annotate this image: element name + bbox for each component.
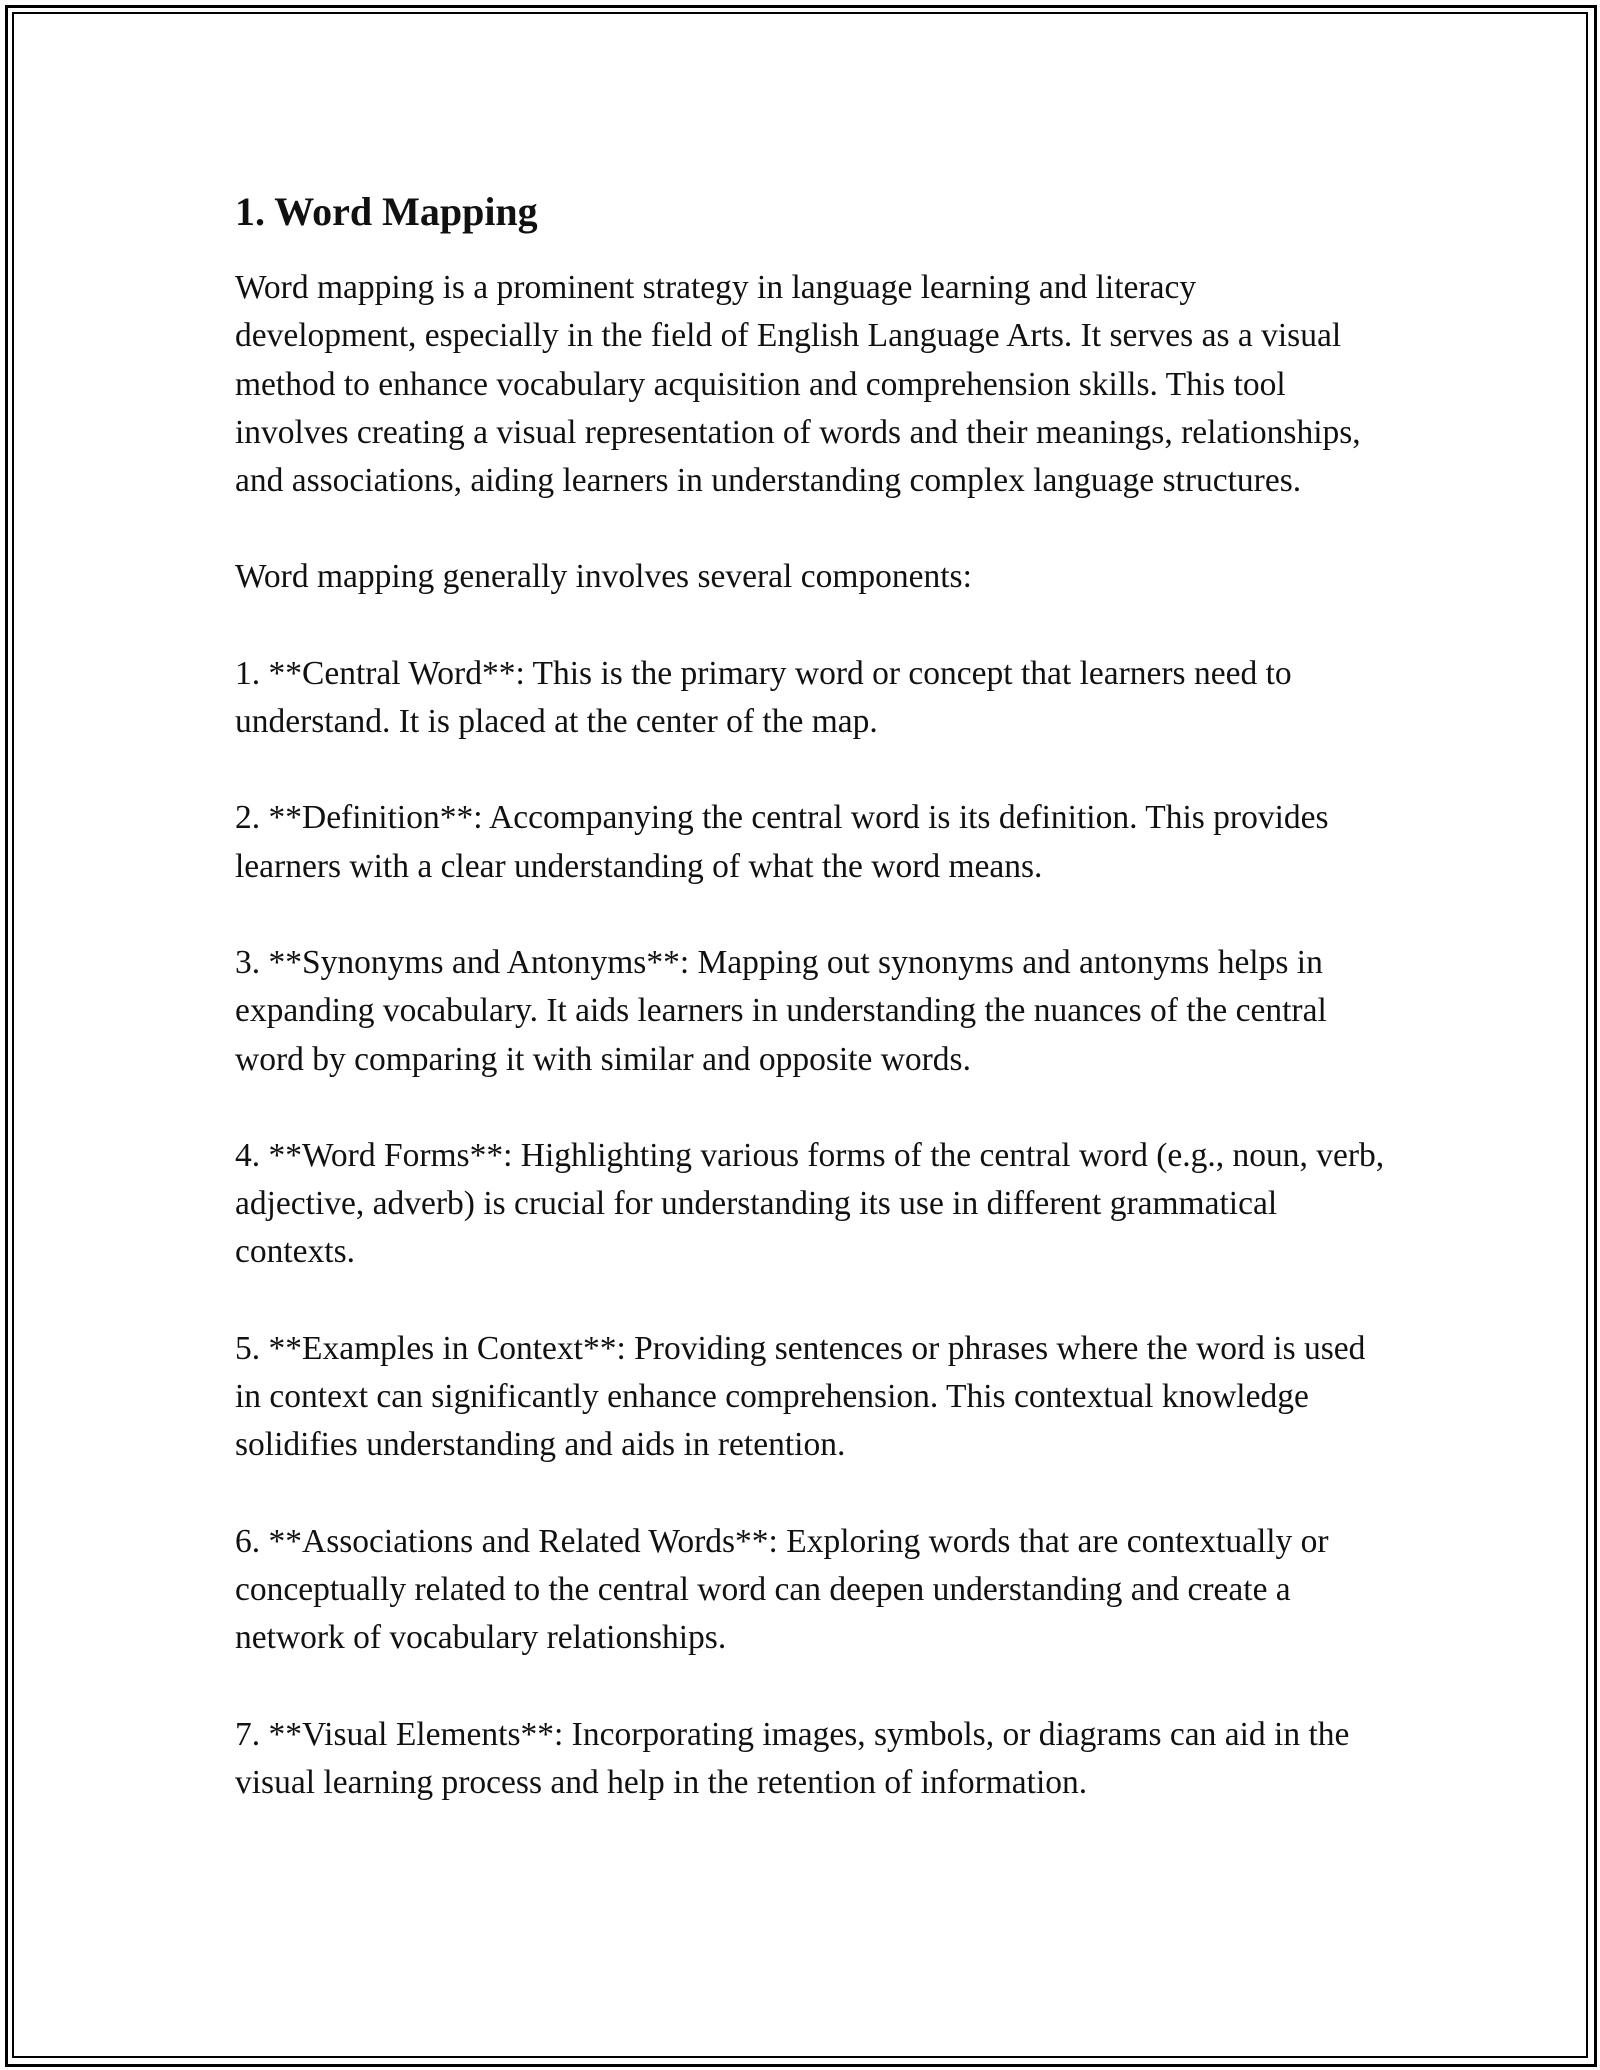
document-body: [235, 182, 1385, 1855]
component-synonyms-antonyms: 3. **Synonyms and Antonyms**: Mapping out synonyms and antonyms helps in expanding vocabulary. It aids learners in understanding the nuances of the central word by comparing it with similar and opposite words.: [235, 943, 1327, 1078]
component-examples-in-context: 5. **Examples in Context**: Providing sentences or phrases where the word is used in context can significantly enhance comprehension. This contextual knowledge solidifies understanding and aids in retention.: [235, 1329, 1366, 1464]
section-heading: 1. Word Mapping: [235, 189, 538, 234]
component-visual-elements: 7. **Visual Elements**: Incorporating images, symbols, or diagrams can aid in the visual learning process and help in the retention of information.: [235, 1715, 1350, 1801]
components-lead-in: Word mapping generally involves several components:: [235, 558, 972, 596]
component-word-forms: 4. **Word Forms**: Highlighting various forms of the central word (e.g., noun, verb, adjective, adverb) is crucial for understanding its use in different grammatical contexts.: [235, 1136, 1385, 1271]
component-definition: 2. **Definition**: Accompanying the central word is its definition. This provides learners with a clear understanding of what the word means.: [235, 799, 1329, 885]
intro-paragraph: Word mapping is a prominent strategy in language learning and literacy development, especially in the field of English Language Arts. It serves as a visual method to enhance vocabulary acquisition and comprehension skills. This tool involves creating a visual representation of words and their meanings, relationships, and associations, aiding learners in understanding complex language structures.: [235, 269, 1361, 500]
component-central-word: 1. **Central Word**: This is the primary word or concept that learners need to understand. It is placed at the center of the map.: [235, 654, 1292, 741]
component-associations: 6. **Associations and Related Words**: Exploring words that are contextually or conceptually related to the central word can deepen understanding and create a network of vocabulary relationships.: [235, 1522, 1329, 1657]
